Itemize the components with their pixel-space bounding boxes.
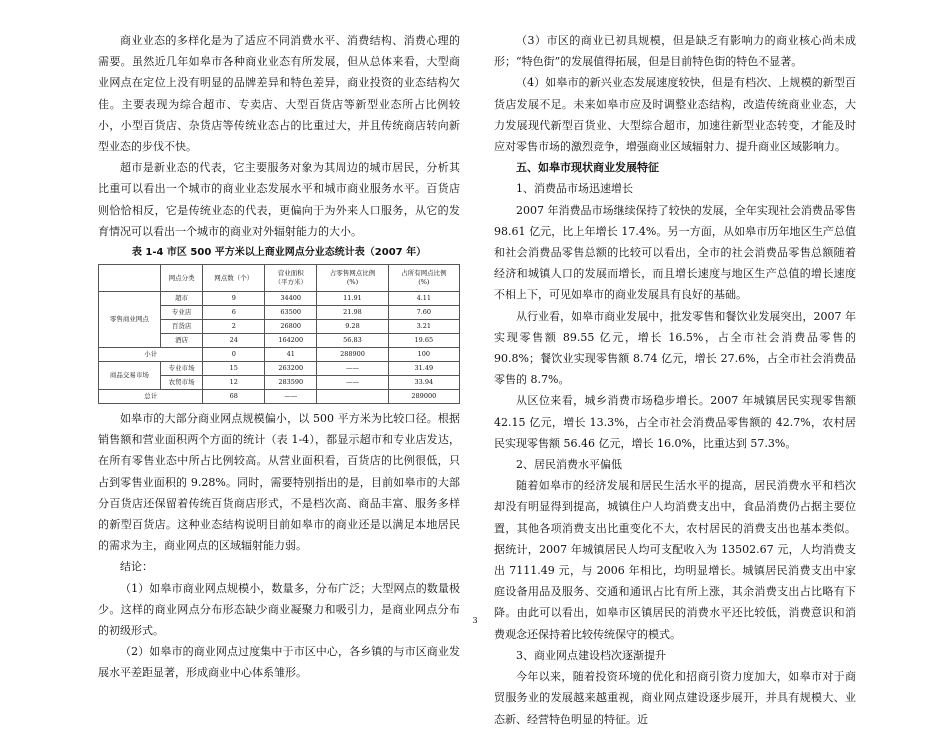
paragraph: 从行业看，如皋市商业发展中，批发零售和餐饮业发展突出，2007 年实现零售额 89.55 亿元，增长 16.5%，占全市社会消费品零售的 90.8%；餐饮业实现零售额 8.74 亿元，增长 27.6%，占全市社会消费品零售的 8.7%。 bbox=[494, 309, 856, 387]
table-cell: 小计 bbox=[99, 348, 203, 362]
table-header-cell: 占零售网点比例 (%) bbox=[317, 265, 388, 292]
table-cell: 12 bbox=[203, 376, 265, 390]
table-cell: —— bbox=[317, 376, 388, 390]
table-cell: 专业店 bbox=[160, 306, 203, 320]
table-cell: —— bbox=[317, 362, 388, 376]
table-cell: 专业市场 bbox=[160, 362, 203, 376]
table-cell: 288900 bbox=[317, 348, 388, 362]
table-cell: 263200 bbox=[265, 362, 317, 376]
paragraph: 超市是新业态的代表，它主要服务对象为其周边的城市居民，分析其比重可以看出一个城市的商业业态发展水平和城市商业服务水平。百货店则恰恰相反，它是传统业态的代表，更偏向于为外来人口服务，从它的发育情况可以看出一个城市的商业对外辐射能力的大小。 bbox=[98, 161, 460, 238]
table-cell: 11.91 bbox=[317, 292, 388, 306]
table-cell: 百货店 bbox=[160, 320, 203, 334]
table-header-row bbox=[99, 265, 460, 292]
group-label: 零售商业网点 bbox=[99, 292, 161, 348]
paragraph: 随着如皋市的经济发展和居民生活水平的提高，居民消费水平和档次却没有明显得到提高，城镇住户人均消费支出中，食品消费仍占据主要位置，其他各项消费支出比重变化不大，农村居民的消费支出也基本类似。据统计，2007 年城镇居民人均可支配收入为 13502.67 元，人均消费支出 7111.49 元，与 2006 年相比，均明显增长。城镇居民消费支出中家庭设备用品及服务、交通和通讯占比有所上涨，其余消费支出占比略有下降。由此可以看出，如皋市区镇居民的消费水平还比较低，消费意识和消费观念还保持着比较传统保守的模式。 bbox=[494, 479, 856, 641]
table-cell: 283590 bbox=[265, 376, 317, 390]
paragraph: 从区位来看，城乡消费市场稳步增长。2007 年城镇居民实现零售额 42.15 亿元，增长 13.3%，占全市社会消费品零售额的 42.7%，农村居民实现零售额 56.46 亿元，增长 16.0%，比重达到 57.3%。 bbox=[494, 394, 856, 450]
table-cell: 超市 bbox=[160, 292, 203, 306]
table-cell: 289000 bbox=[388, 390, 459, 404]
group-label: 商品交易市场 bbox=[99, 362, 161, 390]
table-cell: 9.28 bbox=[317, 320, 388, 334]
table-cell bbox=[317, 390, 388, 404]
subsection-heading: 1、消费品市场迅速增长 bbox=[516, 182, 633, 196]
section-heading: 五、如皋市现状商业发展特征 bbox=[516, 161, 659, 175]
table-cell: 农贸市场 bbox=[160, 376, 203, 390]
table-row bbox=[99, 292, 460, 306]
table-title: 表 1-4 市区 500 平方米以上商业网点分业态统计表（2007 年） bbox=[131, 247, 427, 259]
table-row bbox=[99, 390, 460, 404]
table-cell: 3.21 bbox=[388, 320, 459, 334]
table-cell: 0 bbox=[203, 348, 265, 362]
paragraph: 如皋市的大部分商业网点规模偏小，以 500 平方米为比较口径。根据销售额和营业面积两个方面的统计（表 1-4），都显示超市和专业店发达，在所有零售业态中所占比例较高。从营业面积看，百货店的比例很低，只占到零售业面积的 9.28%。同时，需要特别指出的是，目前如皋市的大部分百货店还保留着传统百货商店形式，不是档次高、商品丰富、服务多样的新型百货店。这种业态结构说明目前如皋市的商业还是以满足本地居民的需求为主，商业网点的区域辐射能力弱。 bbox=[98, 412, 460, 553]
paragraph: 今年以来，随着投资环境的优化和招商引资力度加大，如皋市对于商贸服务业的发展越来越重视，商业网点建设逐步展开，并具有规模大、业态新、经营特色明显的特征。近 bbox=[494, 670, 856, 726]
table-cell: —— bbox=[265, 390, 317, 404]
table-cell: 24 bbox=[203, 334, 265, 348]
table-cell: 9 bbox=[203, 292, 265, 306]
table-cell: 34400 bbox=[265, 292, 317, 306]
table-cell: 31.49 bbox=[388, 362, 459, 376]
table-cell: 33.94 bbox=[388, 376, 459, 390]
table-cell: 4.11 bbox=[388, 292, 459, 306]
subsection-heading: 3、商业网点建设档次逐渐提升 bbox=[516, 648, 666, 662]
table-cell: 6 bbox=[203, 306, 265, 320]
table-cell: 164200 bbox=[265, 334, 317, 348]
table-cell: 21.98 bbox=[317, 306, 388, 320]
table-cell: 63500 bbox=[265, 306, 317, 320]
paragraph: 2007 年消费品市场继续保持了较快的发展，全年实现社会消费品零售 98.61 亿元，比上年增长 17.4%。另一方面，从如皋市历年地区生产总值和社会消费品零售总额的比较可以看出，全市的社会消费品零售总额随着经济和城镇人口的发展而增长，而且增长速度与地区生产总值的增长速度不相上下，可见如皋市的商业发展具有良好的基础。 bbox=[494, 203, 856, 302]
table-header-cell: 网点数（个） bbox=[203, 265, 265, 292]
table-cell: 100 bbox=[388, 348, 459, 362]
statistics-table bbox=[98, 264, 460, 404]
paragraph: 商业业态的多样化是为了适应不同消费水平、消费结构、消费心理的需要。虽然近几年如皋市各种商业业态有所发展，但从总体来看，大型商业网点在定位上没有明显的品牌差异和特色差异，商业投资的业态结构欠佳。主要表现为综合超市、专卖店、大型百货店等新型业态所占比例较小，小型百货店、杂货店等传统业态占的比重过大，并且传统商店转向新型业态的步伐不快。 bbox=[98, 34, 460, 154]
table-cell: 56.83 bbox=[317, 334, 388, 348]
table-row bbox=[99, 362, 460, 376]
table-header-cell: 占所有网点比例 (%) bbox=[388, 265, 459, 292]
page-number: 3 bbox=[472, 616, 478, 625]
left-column bbox=[98, 30, 460, 684]
table-header-cell bbox=[99, 265, 161, 292]
table-cell: 15 bbox=[203, 362, 265, 376]
paragraph: 结论： bbox=[120, 560, 153, 574]
table-header-cell: 营业面积 （平方米） bbox=[265, 265, 317, 292]
table-cell: 总计 bbox=[99, 390, 203, 404]
table-header-cell: 网点分类 bbox=[160, 265, 203, 292]
table-cell: 26800 bbox=[265, 320, 317, 334]
table-cell: 19.65 bbox=[388, 334, 459, 348]
table-cell: 7.60 bbox=[388, 306, 459, 320]
table-cell: 酒店 bbox=[160, 334, 203, 348]
paragraph: （1）如皋市商业网点规模小，数量多，分布广泛；大型网点的数量极少。这样的商业网点分布形态缺少商业凝聚力和吸引力，是商业网点分布的初级形式。 bbox=[98, 581, 460, 638]
table-cell: 68 bbox=[203, 390, 265, 404]
paragraph: （3）市区的商业已初具规模，但是缺乏有影响力的商业核心尚未成形；“特色街”的发展值得拓展，但是目前特色街的特色不显著。 bbox=[494, 34, 856, 69]
paragraph: （4）如皋市的新兴业态发展速度较快，但是有档次、上规模的新型百货店发展不足。未来如皋市应及时调整业态结构，改造传统商业业态，大力发展现代新型百货业、大型综合超市，加速往新型业态转变，才能及时应对零售市场的激烈竞争，增强商业区域辐射力、提升商业区域影响力。 bbox=[494, 76, 856, 154]
table-cell: 41 bbox=[265, 348, 317, 362]
subsection-heading: 2、居民消费水平偏低 bbox=[516, 458, 622, 472]
table-cell: 2 bbox=[203, 320, 265, 334]
paragraph: （2）如皋市的商业网点过度集中于市区中心，各乡镇的与市区商业发展水平差距显著，形成商业中心体系雏形。 bbox=[98, 645, 460, 680]
table-row bbox=[99, 348, 460, 362]
